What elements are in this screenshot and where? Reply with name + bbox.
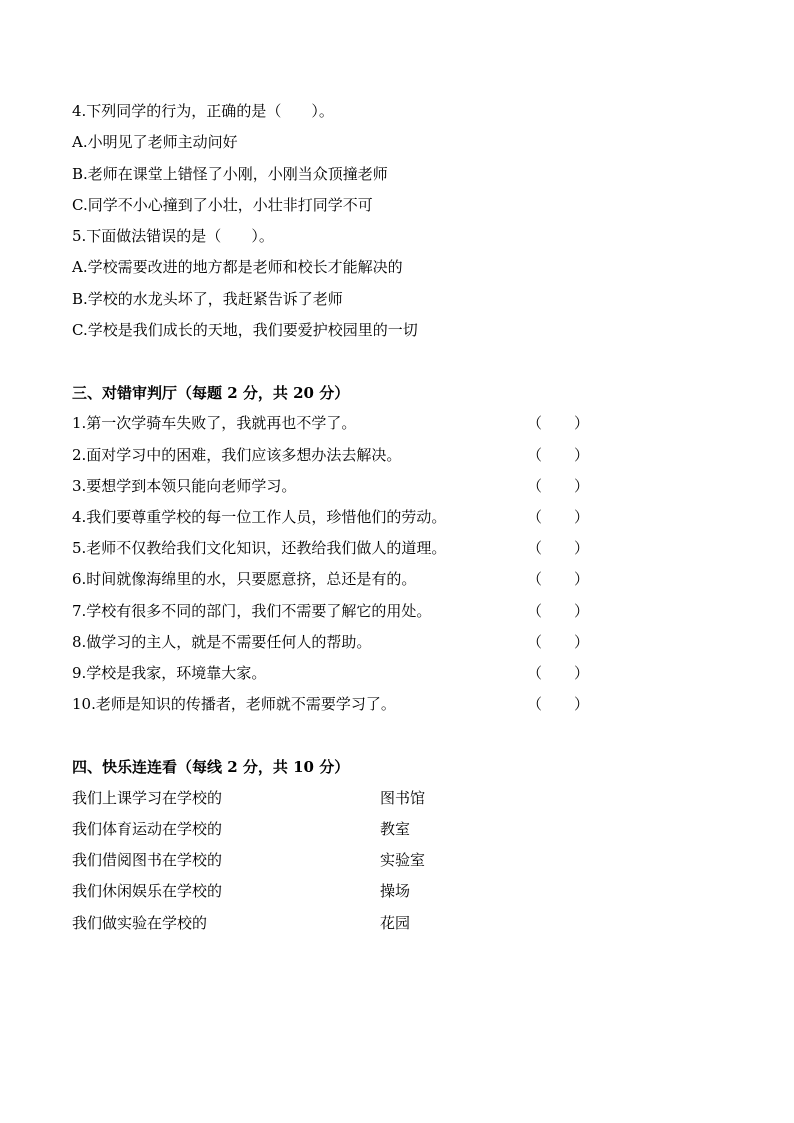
answer-blank-10[interactable]: （ ）	[527, 695, 590, 713]
question-4-option-a: A.小明见了老师主动问好	[72, 133, 238, 151]
answer-blank-5[interactable]: （ ）	[527, 539, 590, 557]
section-3-heading: 三、对错审判厅（每题 2 分，共 20 分）	[72, 384, 350, 402]
judge-item-4: 4.我们要尊重学校的每一位工作人员，珍惜他们的劳动。	[72, 508, 447, 526]
judge-item-10: 10.老师是知识的传播者，老师就不需要学习了。	[72, 695, 396, 713]
answer-blank-8[interactable]: （ ）	[527, 633, 590, 651]
judge-item-3: 3.要想学到本领只能向老师学习。	[72, 477, 297, 495]
answer-blank-9[interactable]: （ ）	[527, 664, 590, 682]
answer-blank-1[interactable]: （ ）	[527, 414, 590, 432]
question-4-option-c: C.同学不小心撞到了小壮，小壮非打同学不可	[72, 196, 373, 214]
question-4: 4.下列同学的行为，正确的是（ ）。	[72, 102, 334, 120]
match-left-4: 我们休闲娱乐在学校的	[72, 882, 223, 900]
match-left-3: 我们借阅图书在学校的	[72, 851, 223, 869]
question-5-option-a: A.学校需要改进的地方都是老师和校长才能解决的	[72, 258, 403, 276]
match-left-5: 我们做实验在学校的	[72, 914, 208, 932]
answer-blank-4[interactable]: （ ）	[527, 508, 590, 526]
match-right-4: 操场	[380, 882, 411, 900]
answer-blank-3[interactable]: （ ）	[527, 477, 590, 495]
answer-blank-7[interactable]: （ ）	[527, 602, 590, 620]
question-5-option-b: B.学校的水龙头坏了，我赶紧告诉了老师	[72, 290, 343, 308]
question-4-option-b: B.老师在课堂上错怪了小刚，小刚当众顶撞老师	[72, 165, 388, 183]
match-right-1: 图书馆	[380, 789, 426, 807]
judge-item-7: 7.学校有很多不同的部门，我们不需要了解它的用处。	[72, 602, 432, 620]
question-5-option-c: C.学校是我们成长的天地，我们要爱护校园里的一切	[72, 321, 418, 339]
answer-blank-6[interactable]: （ ）	[527, 570, 590, 588]
match-right-3: 实验室	[380, 851, 426, 869]
match-left-1: 我们上课学习在学校的	[72, 789, 223, 807]
judge-item-5: 5.老师不仅教给我们文化知识，还教给我们做人的道理。	[72, 539, 447, 557]
answer-blank-2[interactable]: （ ）	[527, 446, 590, 464]
judge-item-6: 6.时间就像海绵里的水，只要愿意挤，总还是有的。	[72, 570, 417, 588]
question-5: 5.下面做法错误的是（ ）。	[72, 227, 274, 245]
section-4-heading: 四、快乐连连看（每线 2 分，共 10 分）	[72, 758, 350, 776]
judge-item-8: 8.做学习的主人，就是不需要任何人的帮助。	[72, 633, 372, 651]
match-left-2: 我们体育运动在学校的	[72, 820, 223, 838]
judge-item-2: 2.面对学习中的困难，我们应该多想办法去解决。	[72, 446, 402, 464]
match-right-2: 教室	[380, 820, 411, 838]
judge-item-9: 9.学校是我家，环境靠大家。	[72, 664, 267, 682]
match-right-5: 花园	[380, 914, 411, 932]
judge-item-1: 1.第一次学骑车失败了，我就再也不学了。	[72, 414, 357, 432]
